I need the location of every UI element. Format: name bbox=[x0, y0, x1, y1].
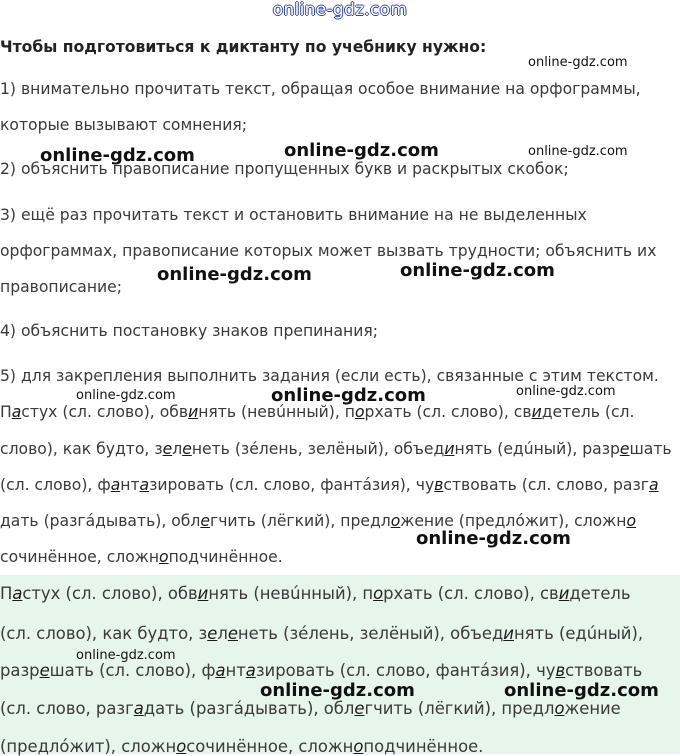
highlighted-letter: о bbox=[355, 403, 365, 421]
text-segment: шать (сл. слово), ф bbox=[49, 661, 216, 680]
green_lines-line bbox=[0, 661, 642, 680]
text-segment: (предлóжит), сложн bbox=[0, 737, 177, 756]
text-segment: нт bbox=[120, 476, 140, 494]
step-5: 5) для закрепления выполнить задания (если есть), связанные с этим текстом. bbox=[0, 367, 659, 385]
text-segment: стух (сл. слово), обв bbox=[22, 584, 198, 603]
highlighted-letter: в bbox=[555, 661, 566, 680]
text-segment: гчить (лёгкий), предл bbox=[364, 699, 555, 718]
watermark: online-gdz.com bbox=[528, 55, 628, 70]
watermark: online-gdz.com bbox=[528, 144, 628, 159]
highlighted-letter: и bbox=[444, 440, 455, 458]
watermark: online-gdz.com bbox=[40, 145, 195, 166]
answer_lines-line bbox=[0, 548, 283, 566]
instruction-heading: Чтобы подготовиться к диктанту по учебнику нужно: bbox=[0, 38, 487, 56]
highlighted-letter: и bbox=[531, 403, 542, 421]
text-segment: зировать (сл. слово, фантáзия), чу bbox=[149, 476, 435, 494]
text-segment: (сл. слово), как будто, з bbox=[0, 624, 208, 643]
step-1-line-2: которые вызывают сомнения; bbox=[0, 116, 247, 134]
watermark: online-gdz.com bbox=[76, 648, 176, 663]
text-segment: нять (невúнный), п bbox=[198, 403, 355, 421]
green_lines-line bbox=[0, 584, 631, 603]
highlighted-letter: а bbox=[133, 699, 144, 718]
highlighted-letter: и bbox=[188, 403, 199, 421]
highlighted-letter: е bbox=[619, 440, 630, 458]
text-segment: нт bbox=[225, 661, 246, 680]
text-segment: подчинённое. bbox=[168, 548, 283, 566]
text-segment: (сл. слово, разг bbox=[0, 699, 134, 718]
highlighted-letter: е bbox=[354, 699, 365, 718]
text-segment: дать (разгáдывать), обл bbox=[143, 699, 355, 718]
highlighted-letter: о bbox=[626, 512, 636, 530]
watermark: online-gdz.com bbox=[260, 680, 415, 701]
text-segment: детель (сл. bbox=[541, 403, 635, 421]
step-2: 2) объяснить правописание пропущенных букв и раскрытых скобок; bbox=[0, 160, 569, 178]
highlighted-letter: о bbox=[373, 584, 384, 603]
text-segment: стух (сл. слово), обв bbox=[21, 403, 189, 421]
step-4: 4) объяснить постановку знаков препинания; bbox=[0, 322, 379, 340]
text-segment: нять (едúный), разр bbox=[454, 440, 620, 458]
highlighted-letter: о bbox=[159, 548, 169, 566]
answer_lines-line bbox=[0, 440, 672, 458]
watermark-top: online-gdz.com bbox=[272, 0, 408, 20]
highlighted-letter: а bbox=[11, 403, 22, 421]
highlighted-letter: о bbox=[390, 512, 401, 530]
highlighted-letter: е bbox=[200, 512, 210, 530]
highlighted-letter: е bbox=[39, 661, 50, 680]
watermark: online-gdz.com bbox=[400, 260, 555, 281]
text-segment: неть (зéлень, зелёный), объед bbox=[237, 624, 504, 643]
text-segment: зировать (сл. слово, фантáзия), чу bbox=[255, 661, 556, 680]
highlighted-letter: а bbox=[245, 661, 256, 680]
watermark: online-gdz.com bbox=[416, 528, 571, 549]
highlighted-letter: а bbox=[215, 661, 226, 680]
text-segment: рхать (сл. слово), св bbox=[364, 403, 532, 421]
green_lines-line bbox=[0, 699, 621, 718]
highlighted-letter: а bbox=[648, 476, 659, 494]
watermark: online-gdz.com bbox=[271, 385, 426, 406]
text-segment: шать bbox=[629, 440, 672, 458]
text-segment: нять (едúный), bbox=[513, 624, 644, 643]
text-segment: ствовать (сл. слово, разг bbox=[443, 476, 649, 494]
text-segment: гчить (лёгкий), предл bbox=[210, 512, 391, 530]
highlighted-letter: е bbox=[182, 440, 192, 458]
text-segment: жение bbox=[564, 699, 621, 718]
green_lines-line bbox=[0, 624, 643, 643]
highlighted-letter: и bbox=[197, 584, 209, 603]
text-segment: П bbox=[0, 584, 13, 603]
text-segment: слово), как будто, з bbox=[0, 440, 163, 458]
highlighted-letter: а bbox=[12, 584, 23, 603]
step-3-line-2: орфограммах, правописание которых может вызвать трудности; объяснить их bbox=[0, 242, 657, 260]
text-segment: подчинённое. bbox=[363, 737, 484, 756]
highlighted-letter: е bbox=[227, 624, 238, 643]
text-segment: (сл. слово), ф bbox=[0, 476, 111, 494]
watermark: online-gdz.com bbox=[284, 140, 439, 161]
text-segment: л bbox=[172, 440, 183, 458]
text-segment: жение (предлóжит), сложн bbox=[400, 512, 627, 530]
step-3-line-1: 3) ещё раз прочитать текст и остановить внимание на не выделенных bbox=[0, 206, 587, 224]
text-segment: сочинённое, сложн bbox=[186, 737, 354, 756]
watermark: online-gdz.com bbox=[504, 680, 659, 701]
step-3-line-3: правописание; bbox=[0, 278, 123, 296]
highlighted-letter: а bbox=[139, 476, 150, 494]
highlighted-letter: и bbox=[558, 584, 570, 603]
green_lines-line bbox=[0, 737, 483, 756]
text-segment: рхать (сл. слово), св bbox=[383, 584, 559, 603]
highlighted-letter: в bbox=[434, 476, 444, 494]
highlighted-letter: а bbox=[110, 476, 121, 494]
text-segment: л bbox=[217, 624, 228, 643]
text-segment: неть (зéлень, зелёный), объед bbox=[191, 440, 445, 458]
watermark: online-gdz.com bbox=[76, 388, 176, 403]
highlighted-letter: о bbox=[353, 737, 364, 756]
text-segment: сочинённое, сложн bbox=[0, 548, 160, 566]
highlighted-letter: о bbox=[554, 699, 565, 718]
text-segment: детель bbox=[569, 584, 631, 603]
watermark: online-gdz.com bbox=[157, 264, 312, 285]
highlighted-letter: е bbox=[207, 624, 218, 643]
highlighted-letter: о bbox=[176, 737, 187, 756]
text-segment: ствовать bbox=[565, 661, 643, 680]
highlighted-letter: и bbox=[503, 624, 514, 643]
step-1-line-1: 1) внимательно прочитать текст, обращая особое внимание на орфограммы, bbox=[0, 80, 641, 98]
text-segment: дать (разгáдывать), обл bbox=[0, 512, 201, 530]
watermark: online-gdz.com bbox=[516, 384, 616, 399]
highlighted-letter: е bbox=[162, 440, 173, 458]
answer_lines-line bbox=[0, 476, 659, 494]
text-segment: нять (невúнный), п bbox=[208, 584, 374, 603]
text-segment: П bbox=[0, 403, 12, 421]
text-segment: разр bbox=[0, 661, 40, 680]
